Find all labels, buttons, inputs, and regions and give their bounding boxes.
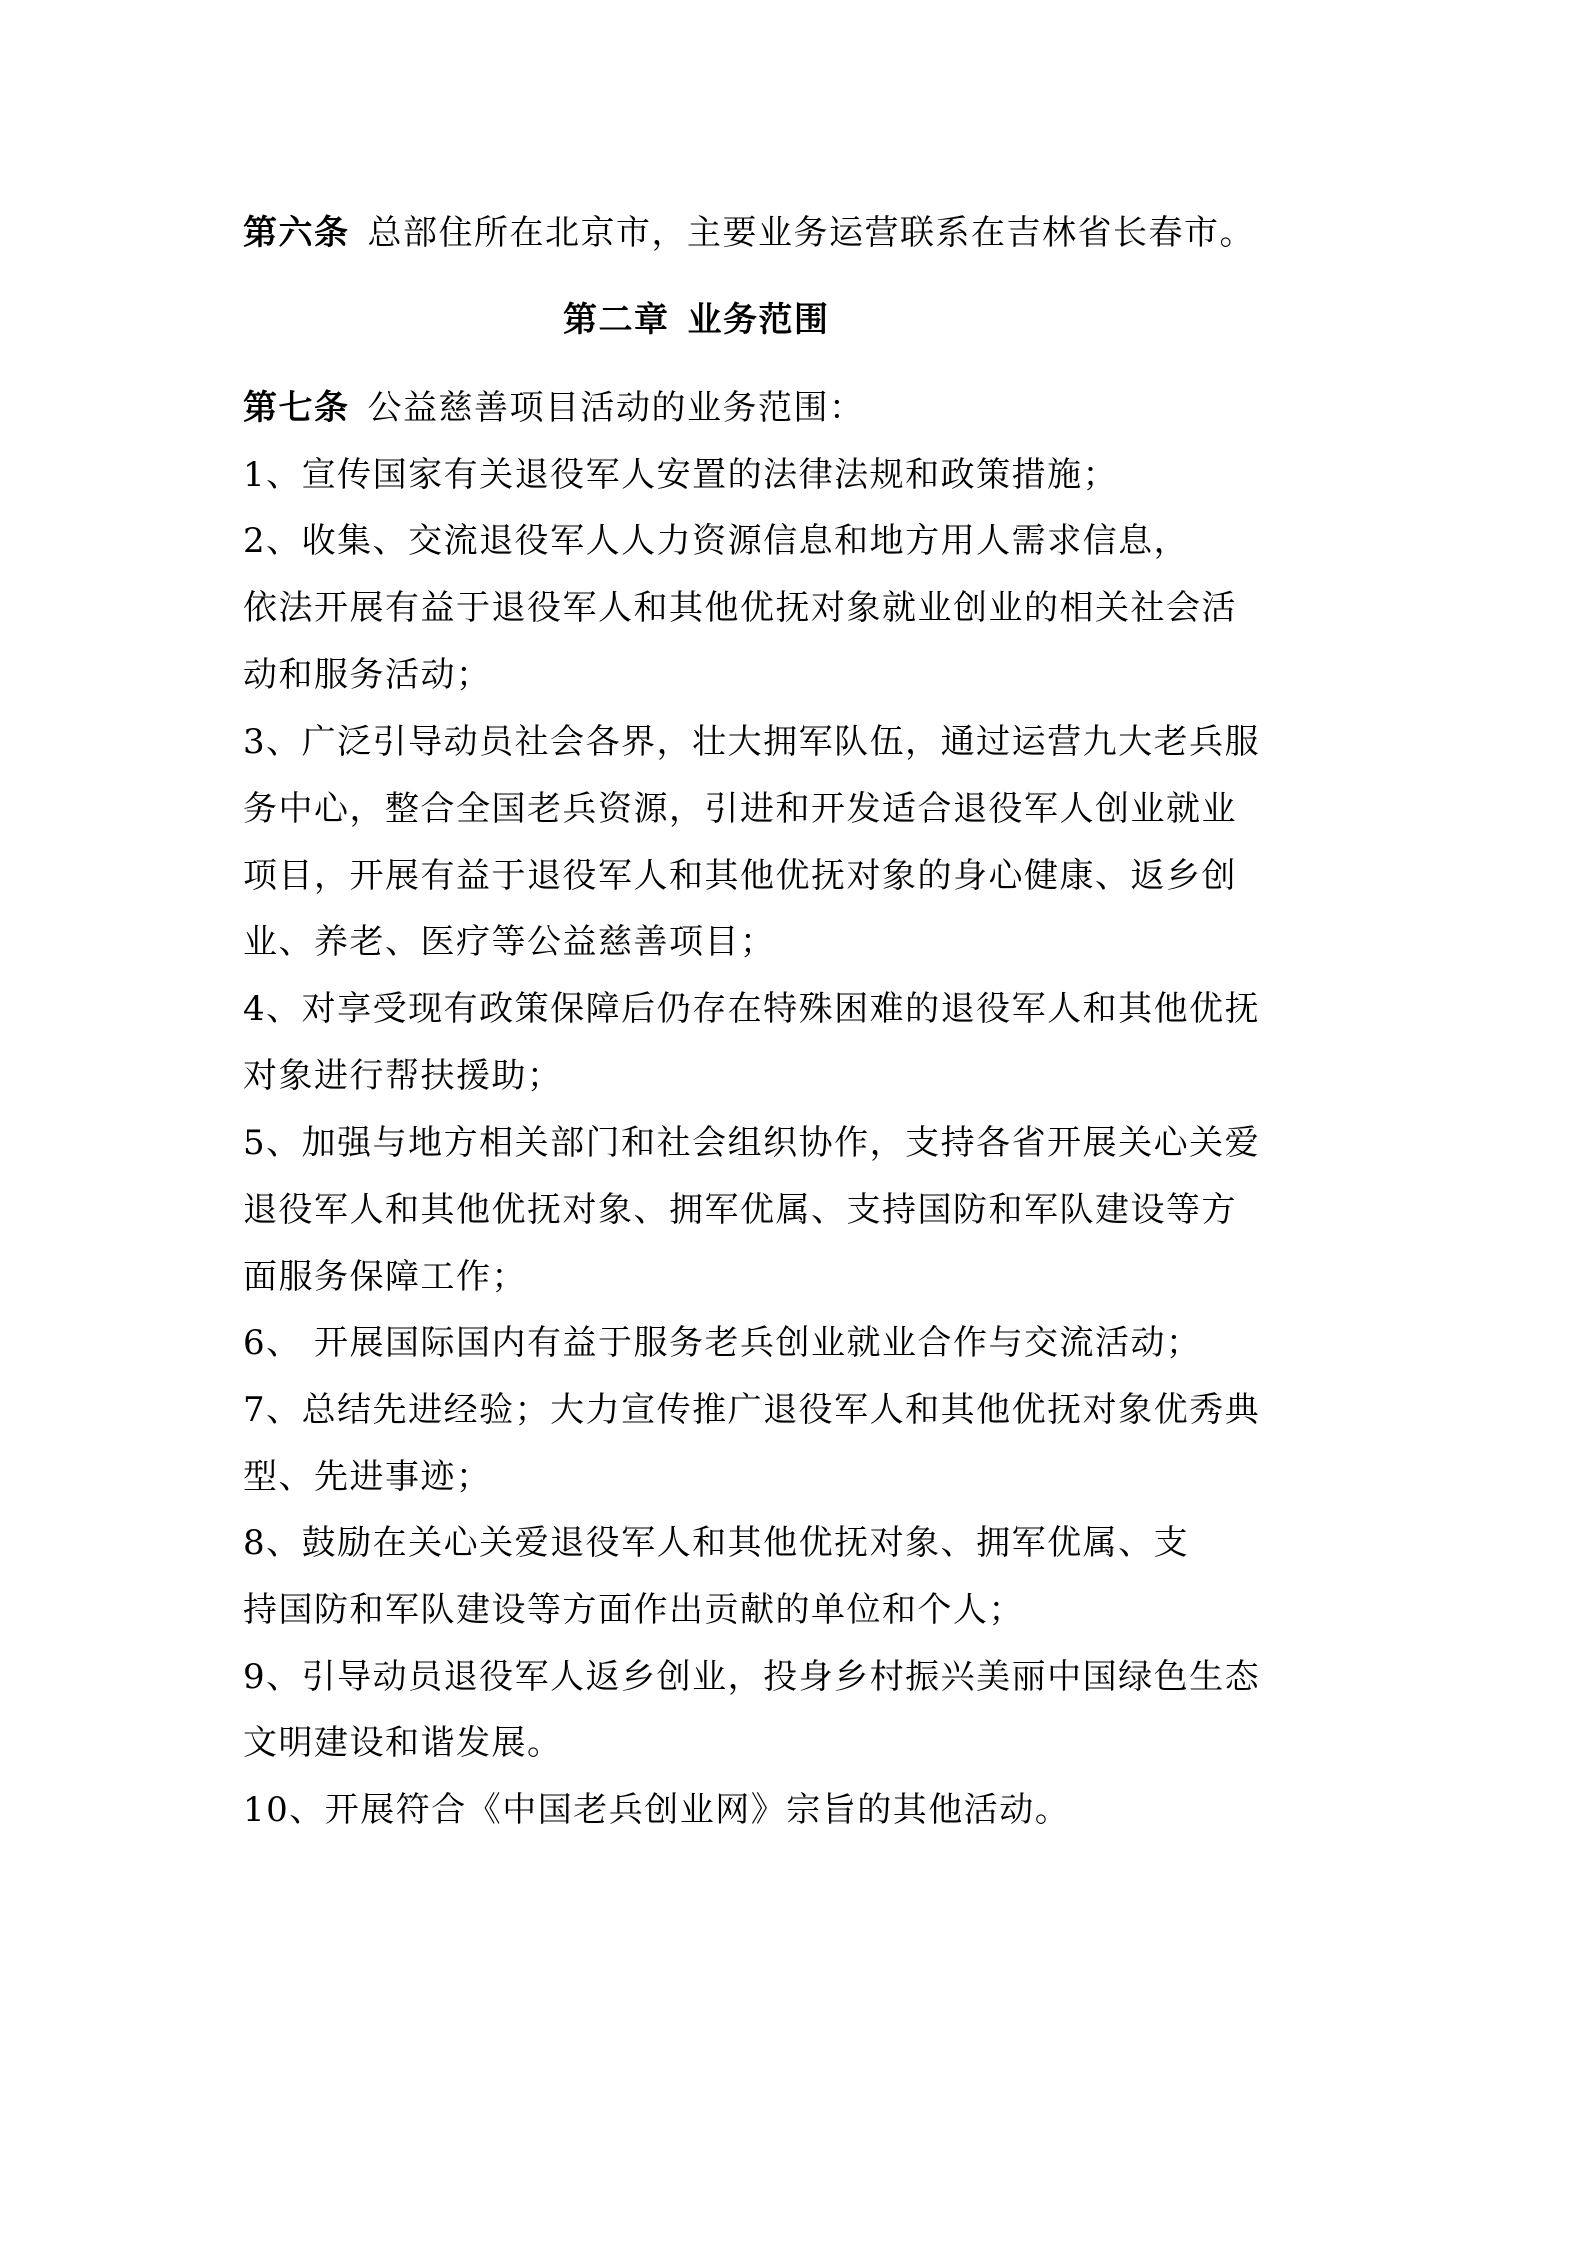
- text-line: 面服务保障工作；: [243, 1257, 527, 1297]
- text-line: 持国防和军队建设等方面作出贡献的单位和个人；: [243, 1590, 1024, 1630]
- text-line: 1、宣传国家有关退役军人安置的法律法规和政策措施；: [243, 455, 1119, 495]
- text-line: 6、 开展国际国内有益于服务老兵创业就业合作与交流活动；: [243, 1323, 1202, 1363]
- article-6-paragraph: [243, 213, 1255, 253]
- text-line: 3、广泛引导动员社会各界，壮大拥军队伍，通过运营九大老兵服: [243, 722, 1261, 762]
- article-7-label: 第七条: [243, 388, 350, 428]
- article-6-label: 第六条: [243, 213, 350, 253]
- text-line: 对象进行帮扶援助；: [243, 1056, 563, 1096]
- text-line: 9、引导动员退役军人返乡创业，投身乡村振兴美丽中国绿色生态: [243, 1657, 1261, 1697]
- text-line: 2、收集、交流退役军人人力资源信息和地方用人需求信息，: [243, 521, 1190, 561]
- text-line: 7、总结先进经验；大力宣传推广退役军人和其他优抚对象优秀典: [243, 1390, 1261, 1430]
- article-7-text: 公益慈善项目活动的业务范围：: [367, 388, 865, 428]
- text-line: 8、鼓励在关心关爱退役军人和其他优抚对象、拥军优属、支: [243, 1523, 1190, 1563]
- article-7-paragraph: [243, 388, 865, 428]
- text-line: 依法开展有益于退役军人和其他优抚对象就业创业的相关社会活: [243, 588, 1237, 628]
- text-line: 5、加强与地方相关部门和社会组织协作，支持各省开展关心关爱: [243, 1123, 1261, 1163]
- text-line: 型、先进事迹；: [243, 1457, 492, 1497]
- article-6-text: 总部住所在北京市，主要业务运营联系在吉林省长春市。: [367, 213, 1255, 253]
- chapter-number: 第二章: [563, 300, 670, 340]
- text-line: 动和服务活动；: [243, 655, 492, 695]
- chapter-heading: [563, 300, 830, 340]
- text-line: 业、养老、医疗等公益慈善项目；: [243, 922, 776, 962]
- text-line: 务中心，整合全国老兵资源，引进和开发适合退役军人创业就业: [243, 789, 1237, 829]
- text-line: 项目，开展有益于退役军人和其他优抚对象的身心健康、返乡创: [243, 856, 1237, 896]
- text-line: 退役军人和其他优抚对象、拥军优属、支持国防和军队建设等方: [243, 1190, 1237, 1230]
- chapter-title: 业务范围: [687, 300, 830, 340]
- text-line: 4、对享受现有政策保障后仍存在特殊困难的退役军人和其他优抚: [243, 989, 1261, 1029]
- text-line: 10、开展符合《中国老兵创业网》宗旨的其他活动。: [243, 1790, 1071, 1830]
- text-line: 文明建设和谐发展。: [243, 1723, 563, 1763]
